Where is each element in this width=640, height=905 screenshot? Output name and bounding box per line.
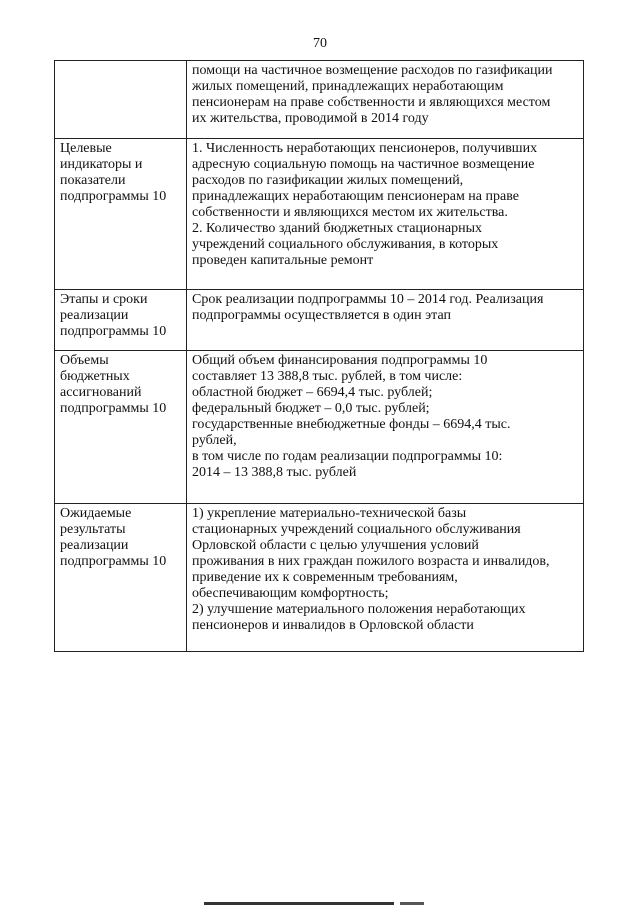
- text-line: 1. Численность неработающих пенсионеров, получивших: [192, 141, 538, 156]
- label-line: результаты: [60, 522, 126, 537]
- label-line: показатели: [60, 173, 126, 188]
- table-row: [55, 290, 584, 351]
- row-label-cell: [55, 290, 187, 351]
- table-row: [55, 504, 584, 652]
- table-row: [55, 61, 584, 139]
- text-line: 1) укрепление материально-технической базы: [192, 506, 467, 521]
- text-line: учреждений социального обслуживания, в которых: [192, 237, 499, 252]
- label-line: Этапы и сроки: [60, 292, 148, 307]
- label-line: подпрограммы 10: [60, 189, 167, 204]
- text-line: проживания в них граждан пожилого возраста и инвалидов,: [192, 554, 550, 569]
- label-line: реализации: [60, 538, 129, 553]
- table-row: [55, 351, 584, 504]
- text-line: приведение их к современным требованиям,: [192, 570, 458, 585]
- text-line: принадлежащих неработающим пенсионерам на праве: [192, 189, 519, 204]
- text-line: составляет 13 388,8 тыс. рублей, в том числе:: [192, 369, 463, 384]
- text-line: пенсионеров и инвалидов в Орловской области: [192, 618, 474, 633]
- table-row: [55, 139, 584, 290]
- text-line: 2014 – 13 388,8 тыс. рублей: [192, 465, 357, 480]
- page-number: 70: [313, 36, 327, 51]
- text-line: расходов по газификации жилых помещений,: [192, 173, 464, 188]
- text-line: 2) улучшение материального положения неработающих: [192, 602, 526, 617]
- label-line: индикаторы и: [60, 157, 143, 172]
- text-line: обеспечивающим комфортность;: [192, 586, 389, 601]
- row-label-cell: [55, 504, 187, 652]
- text-line: Срок реализации подпрограммы 10 – 2014 год. Реализация: [192, 292, 544, 307]
- row-text-cell: [187, 504, 584, 652]
- row-text-cell: [187, 61, 584, 139]
- label-line: подпрограммы 10: [60, 401, 167, 416]
- label-line: ассигнований: [60, 385, 142, 400]
- text-line: подпрограммы осуществляется в один этап: [192, 308, 451, 323]
- label-line: Ожидаемые: [60, 506, 132, 521]
- text-line: Орловской области с целью улучшения условий: [192, 538, 479, 553]
- text-line: проведен капитальные ремонт: [192, 253, 374, 268]
- row-text-cell: [187, 290, 584, 351]
- label-line: реализации: [60, 308, 129, 323]
- text-line: рублей,: [192, 433, 237, 448]
- text-line: государственные внебюджетные фонды – 6694,4 тыс.: [192, 417, 511, 432]
- text-line: областной бюджет – 6694,4 тыс. рублей;: [192, 385, 433, 400]
- subprogram-passport-table: [54, 60, 584, 652]
- text-line: федеральный бюджет – 0,0 тыс. рублей;: [192, 401, 430, 416]
- label-line: подпрограммы 10: [60, 554, 167, 569]
- label-line: подпрограммы 10: [60, 324, 167, 339]
- text-line: собственности и являющихся местом их жительства.: [192, 205, 508, 220]
- row-label-cell: [55, 139, 187, 290]
- label-line: Объемы: [60, 353, 109, 368]
- text-line: Общий объем финансирования подпрограммы 10: [192, 353, 488, 368]
- text-line: адресную социальную помощь на частичное возмещение: [192, 157, 535, 172]
- text-line: жилых помещений, принадлежащих неработающим: [192, 79, 504, 94]
- row-label-cell: [55, 61, 187, 139]
- label-line: бюджетных: [60, 369, 130, 384]
- row-text-cell: [187, 139, 584, 290]
- text-line: 2. Количество зданий бюджетных стационарных: [192, 221, 482, 236]
- row-text-cell: [187, 351, 584, 504]
- text-line: в том числе по годам реализации подпрограммы 10:: [192, 449, 503, 464]
- label-line: Целевые: [60, 141, 112, 156]
- text-line: их жительства, проводимой в 2014 году: [192, 111, 429, 126]
- text-line: пенсионерам на праве собственности и являющихся местом: [192, 95, 551, 110]
- text-line: стационарных учреждений социального обслуживания: [192, 522, 521, 537]
- text-line: помощи на частичное возмещение расходов по газификации: [192, 63, 553, 78]
- row-label-cell: [55, 351, 187, 504]
